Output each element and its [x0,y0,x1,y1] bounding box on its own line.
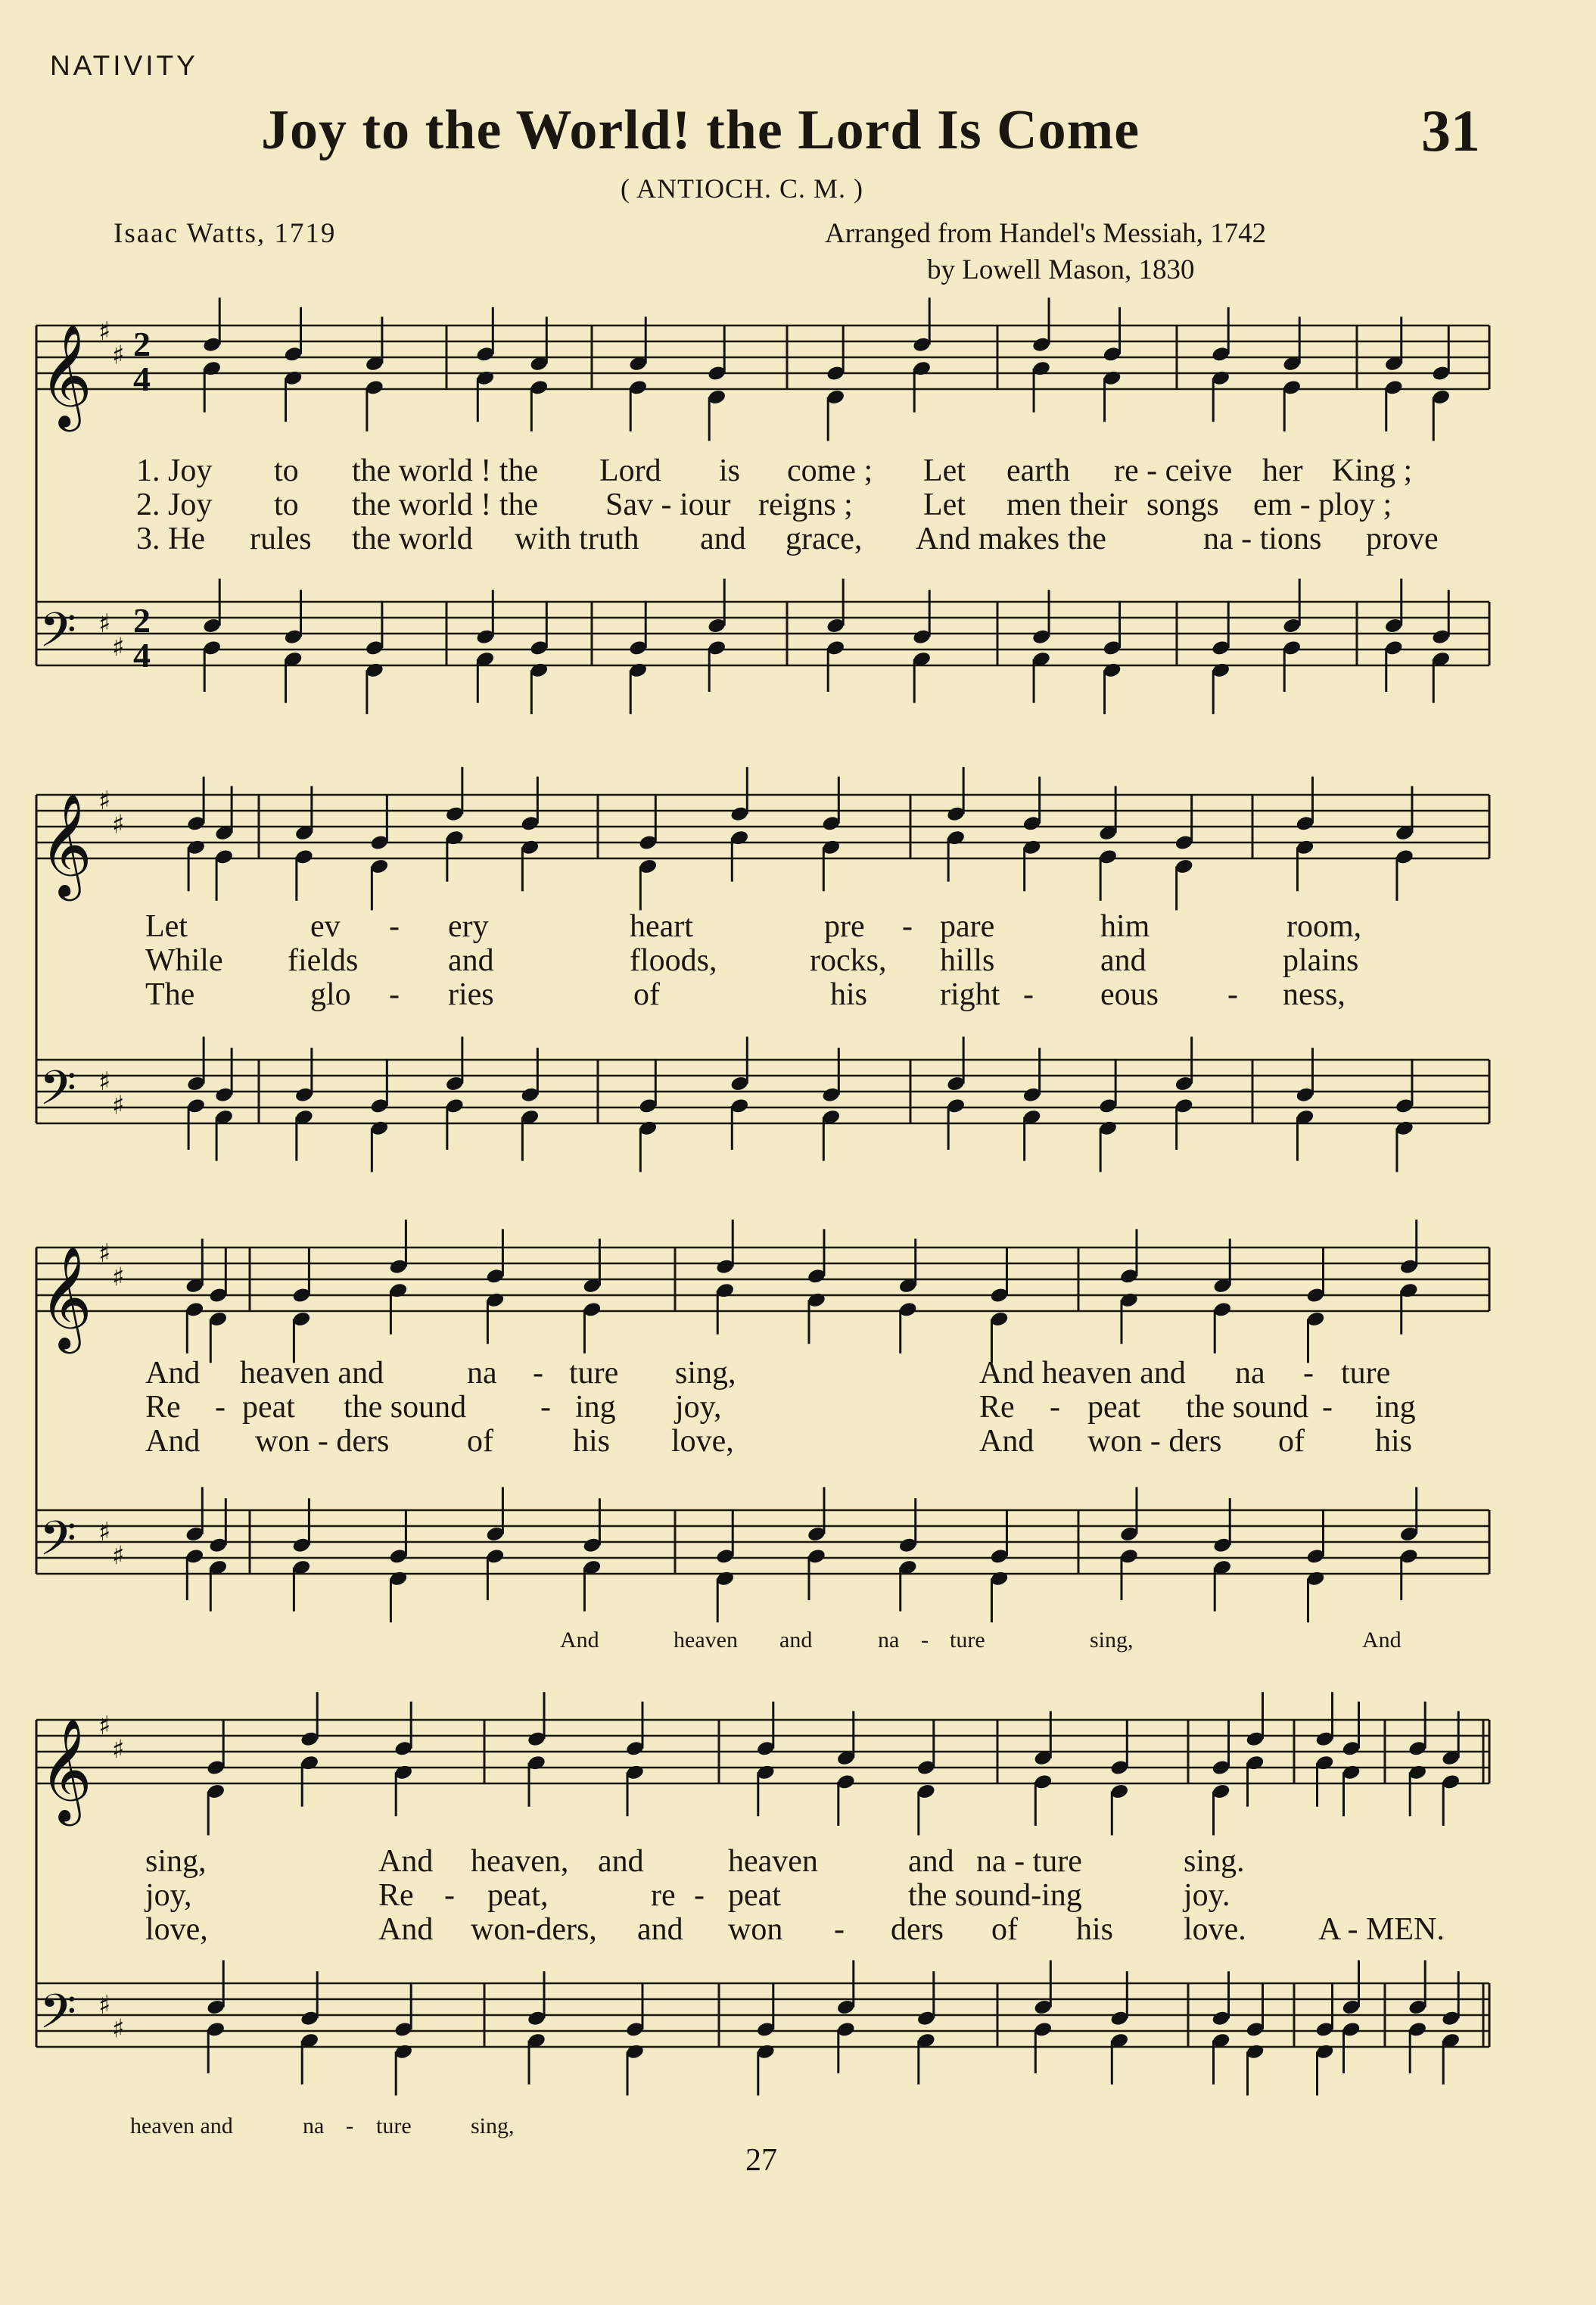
lyric-syllable: em - ploy ; [1253,487,1392,522]
lyric-syllable: him [1100,909,1150,944]
lyric-syllable: A - MEN. [1318,1912,1445,1947]
lyric-syllable: and [448,943,494,978]
lyric-syllable: ness, [1283,977,1346,1012]
lyric-syllable: - [1050,1390,1060,1425]
svg-text:𝄞: 𝄞 [39,792,92,896]
lyric-syllable: room, [1286,909,1362,944]
svg-text:♯: ♯ [98,608,111,639]
svg-text:♯: ♯ [98,1710,111,1741]
lyric-syllable: Let [145,909,188,944]
lyric-syllable: - [215,1390,226,1425]
svg-text:♯: ♯ [112,1262,125,1293]
lyric-syllable: of [633,977,660,1012]
svg-text:𝄢: 𝄢 [39,1510,76,1578]
hymn-title: Joy to the World! the Lord Is Come [261,99,1140,161]
svg-text:♯: ♯ [98,1238,111,1269]
lyric-syllable: and [637,1912,683,1947]
section-label: NATIVITY [50,50,198,81]
svg-text:♯: ♯ [112,632,125,663]
lyric-syllable: rocks, [810,943,887,978]
lyric-syllable: the world ! the [352,453,539,488]
lyric-syllable: - [1227,977,1238,1012]
svg-text:4: 4 [133,636,151,674]
svg-text:𝄢: 𝄢 [39,1983,76,2051]
lyric-syllable: and [908,1844,954,1879]
lyric-syllable: won - ders [255,1424,390,1459]
lyric-syllable: the sound [344,1390,467,1425]
lyric-syllable: ture [950,1628,985,1652]
lyric-syllable: - [834,1912,845,1947]
lyric-syllable: - [1322,1390,1333,1425]
svg-text:♯: ♯ [98,1066,111,1097]
lyric-syllable: - [389,977,400,1012]
lyric-syllable: peat [728,1878,781,1913]
svg-text:𝄞: 𝄞 [39,1717,92,1821]
lyric-syllable: Re [979,1390,1015,1425]
lyric-syllable: to [274,453,299,488]
lyric-syllable: his [1375,1424,1413,1459]
lyric-syllable: And makes the [916,522,1106,556]
lyric-syllable: ing [575,1390,616,1425]
lyric-syllable: and [1100,943,1146,978]
svg-text:♯: ♯ [112,1734,125,1765]
lyric-syllable: Let [923,487,966,522]
lyric-syllable: songs [1146,487,1219,522]
lyric-syllable: na - ture [976,1844,1082,1879]
lyric-syllable: Re [145,1390,181,1425]
lyric-syllable: And [560,1628,599,1652]
lyric-syllable: of [467,1424,493,1459]
lyric-syllable: - [694,1878,705,1913]
lyric-syllable: pre [824,909,865,944]
svg-text:♯: ♯ [112,1540,125,1571]
lyric-syllable: heaven, [471,1844,569,1879]
lyric-syllable: the sound-ing [908,1878,1082,1913]
lyric-syllable: While [145,943,223,978]
lyric-syllable: is [719,453,741,488]
lyric-syllable: And [378,1844,434,1879]
lyric-syllable: won - ders [1087,1424,1222,1459]
lyric-syllable: ing [1375,1390,1416,1425]
svg-text:♯: ♯ [98,1989,111,2020]
lyric-syllable: and [598,1844,644,1879]
lyric-syllable: eous [1100,977,1159,1012]
lyric-syllable: his [1076,1912,1114,1947]
lyric-syllable: fields [288,943,359,978]
lyric-syllable: - [533,1356,543,1391]
lyric-syllable: - [1303,1356,1314,1391]
lyric-syllable: 2. Joy [136,487,213,522]
lyric-syllable: ev [310,909,341,944]
svg-text:𝄞: 𝄞 [39,1244,92,1349]
lyric-syllable: sing, [471,2113,515,2138]
lyric-syllable: love. [1184,1912,1246,1947]
lyric-syllable: - [346,2113,353,2138]
lyric-syllable: men their [1006,487,1128,522]
svg-text:♯: ♯ [112,2014,125,2045]
lyric-syllable: ery [448,909,489,944]
svg-text:♯: ♯ [98,785,111,816]
svg-text:♯: ♯ [98,316,111,347]
lyric-syllable: And [979,1424,1034,1459]
lyric-syllable: floods, [630,943,717,978]
lyric-syllable: na [878,1628,900,1652]
lyric-syllable: sing. [1184,1844,1245,1879]
lyric-syllable: Lord [599,453,661,488]
lyric-syllable: heaven and [240,1356,384,1391]
lyric-syllable: heaven [728,1844,818,1879]
lyric-syllable: Re [378,1878,414,1913]
lyric-syllable: Let [923,453,966,488]
lyric-syllable: joy. [1184,1878,1230,1913]
lyric-syllable: pare [940,909,995,944]
lyric-syllable: the world [352,522,473,556]
lyric-syllable: - [540,1390,551,1425]
lyric-syllable: And [145,1424,201,1459]
lyric-syllable: And [1362,1628,1402,1652]
svg-text:♯: ♯ [98,1516,111,1547]
lyric-syllable: of [1278,1424,1305,1459]
lyric-syllable: the world ! the [352,487,539,522]
lyric-syllable: sing, [145,1844,207,1879]
lyric-syllable: love, [671,1424,734,1459]
lyric-syllable: na [467,1356,497,1391]
lyric-syllable: King ; [1332,453,1413,488]
lyric-syllable: The [145,977,195,1012]
lyric-syllable: ture [569,1356,619,1391]
lyric-syllable: his [830,977,868,1012]
lyric-syllable: ture [376,2113,412,2138]
lyric-syllable: ture [1341,1356,1391,1391]
svg-text:𝄢: 𝄢 [39,1060,76,1127]
lyric-syllable: re [651,1878,676,1913]
lyric-syllable: the sound [1186,1390,1309,1425]
lyric-syllable: prove [1366,522,1439,556]
lyric-syllable: peat [1087,1390,1140,1425]
lyric-syllable: Sav - iour [605,487,731,522]
lyric-syllable: of [991,1912,1018,1947]
lyric-syllable: heart [630,909,693,944]
lyric-syllable: sing, [675,1356,736,1391]
lyric-syllable: plains [1283,943,1359,978]
lyric-syllable: glo [310,977,351,1012]
lyric-syllable: and [700,522,746,556]
lyric-syllable: joy, [675,1390,722,1425]
page-number: 27 [745,2143,777,2178]
svg-text:𝄢: 𝄢 [39,602,76,669]
lyric-syllable: his [573,1424,611,1459]
lyric-syllable: hills [940,943,995,978]
lyric-syllable: and [779,1628,813,1652]
svg-text:♯: ♯ [112,1090,125,1121]
lyric-syllable: And [145,1356,201,1391]
arranger-credit-line-1: Arranged from Handel's Messiah, 1742 [825,218,1267,249]
lyric-syllable: peat [242,1390,295,1425]
lyric-syllable: grace, [786,522,863,556]
lyric-syllable: na - tions [1203,522,1322,556]
lyric-syllable: rules [250,522,312,556]
lyric-syllable: na [303,2113,325,2138]
lyric-syllable: And heaven and [979,1356,1186,1391]
lyric-syllable: right [940,977,1000,1012]
lyric-syllable: - [921,1628,929,1652]
lyric-syllable: joy, [145,1878,192,1913]
lyric-syllable: 1. Joy [136,453,213,488]
tune-name: ( ANTIOCH. C. M. ) [621,173,863,204]
lyric-syllable: - [902,909,913,944]
lyric-syllable: love, [145,1912,208,1947]
lyric-syllable: ries [448,977,494,1012]
lyric-syllable: come ; [787,453,873,488]
lyric-syllable: And [378,1912,434,1947]
svg-text:♯: ♯ [112,340,125,371]
lyric-syllable: earth [1006,453,1070,488]
lyric-syllable: to [274,487,299,522]
hymn-number: 31 [1421,98,1480,164]
svg-text:𝄞: 𝄞 [39,322,92,427]
lyric-syllable: won [728,1912,783,1947]
lyric-syllable: heaven and [130,2113,233,2138]
svg-text:2: 2 [133,601,151,640]
arranger-credit-line-2: by Lowell Mason, 1830 [927,254,1195,285]
author-credit: Isaac Watts, 1719 [114,218,337,249]
lyric-syllable: her [1262,453,1303,488]
svg-text:4: 4 [133,360,151,398]
lyric-syllable: heaven [674,1628,738,1652]
lyric-syllable: - [389,909,400,944]
lyric-syllable: peat, [487,1878,549,1913]
svg-text:2: 2 [133,325,151,363]
lyric-syllable: won-ders, [471,1912,597,1947]
lyric-syllable: - [1023,977,1034,1012]
lyric-syllable: sing, [1090,1628,1134,1652]
lyric-syllable: re - ceive [1114,453,1233,488]
lyric-syllable: with truth [515,522,639,556]
lyric-syllable: - [444,1878,455,1913]
svg-text:♯: ♯ [112,809,125,840]
lyric-syllable: na [1235,1356,1265,1391]
lyric-syllable: 3. He [136,522,205,556]
lyric-syllable: ders [891,1912,944,1947]
lyric-syllable: reigns ; [758,487,853,522]
